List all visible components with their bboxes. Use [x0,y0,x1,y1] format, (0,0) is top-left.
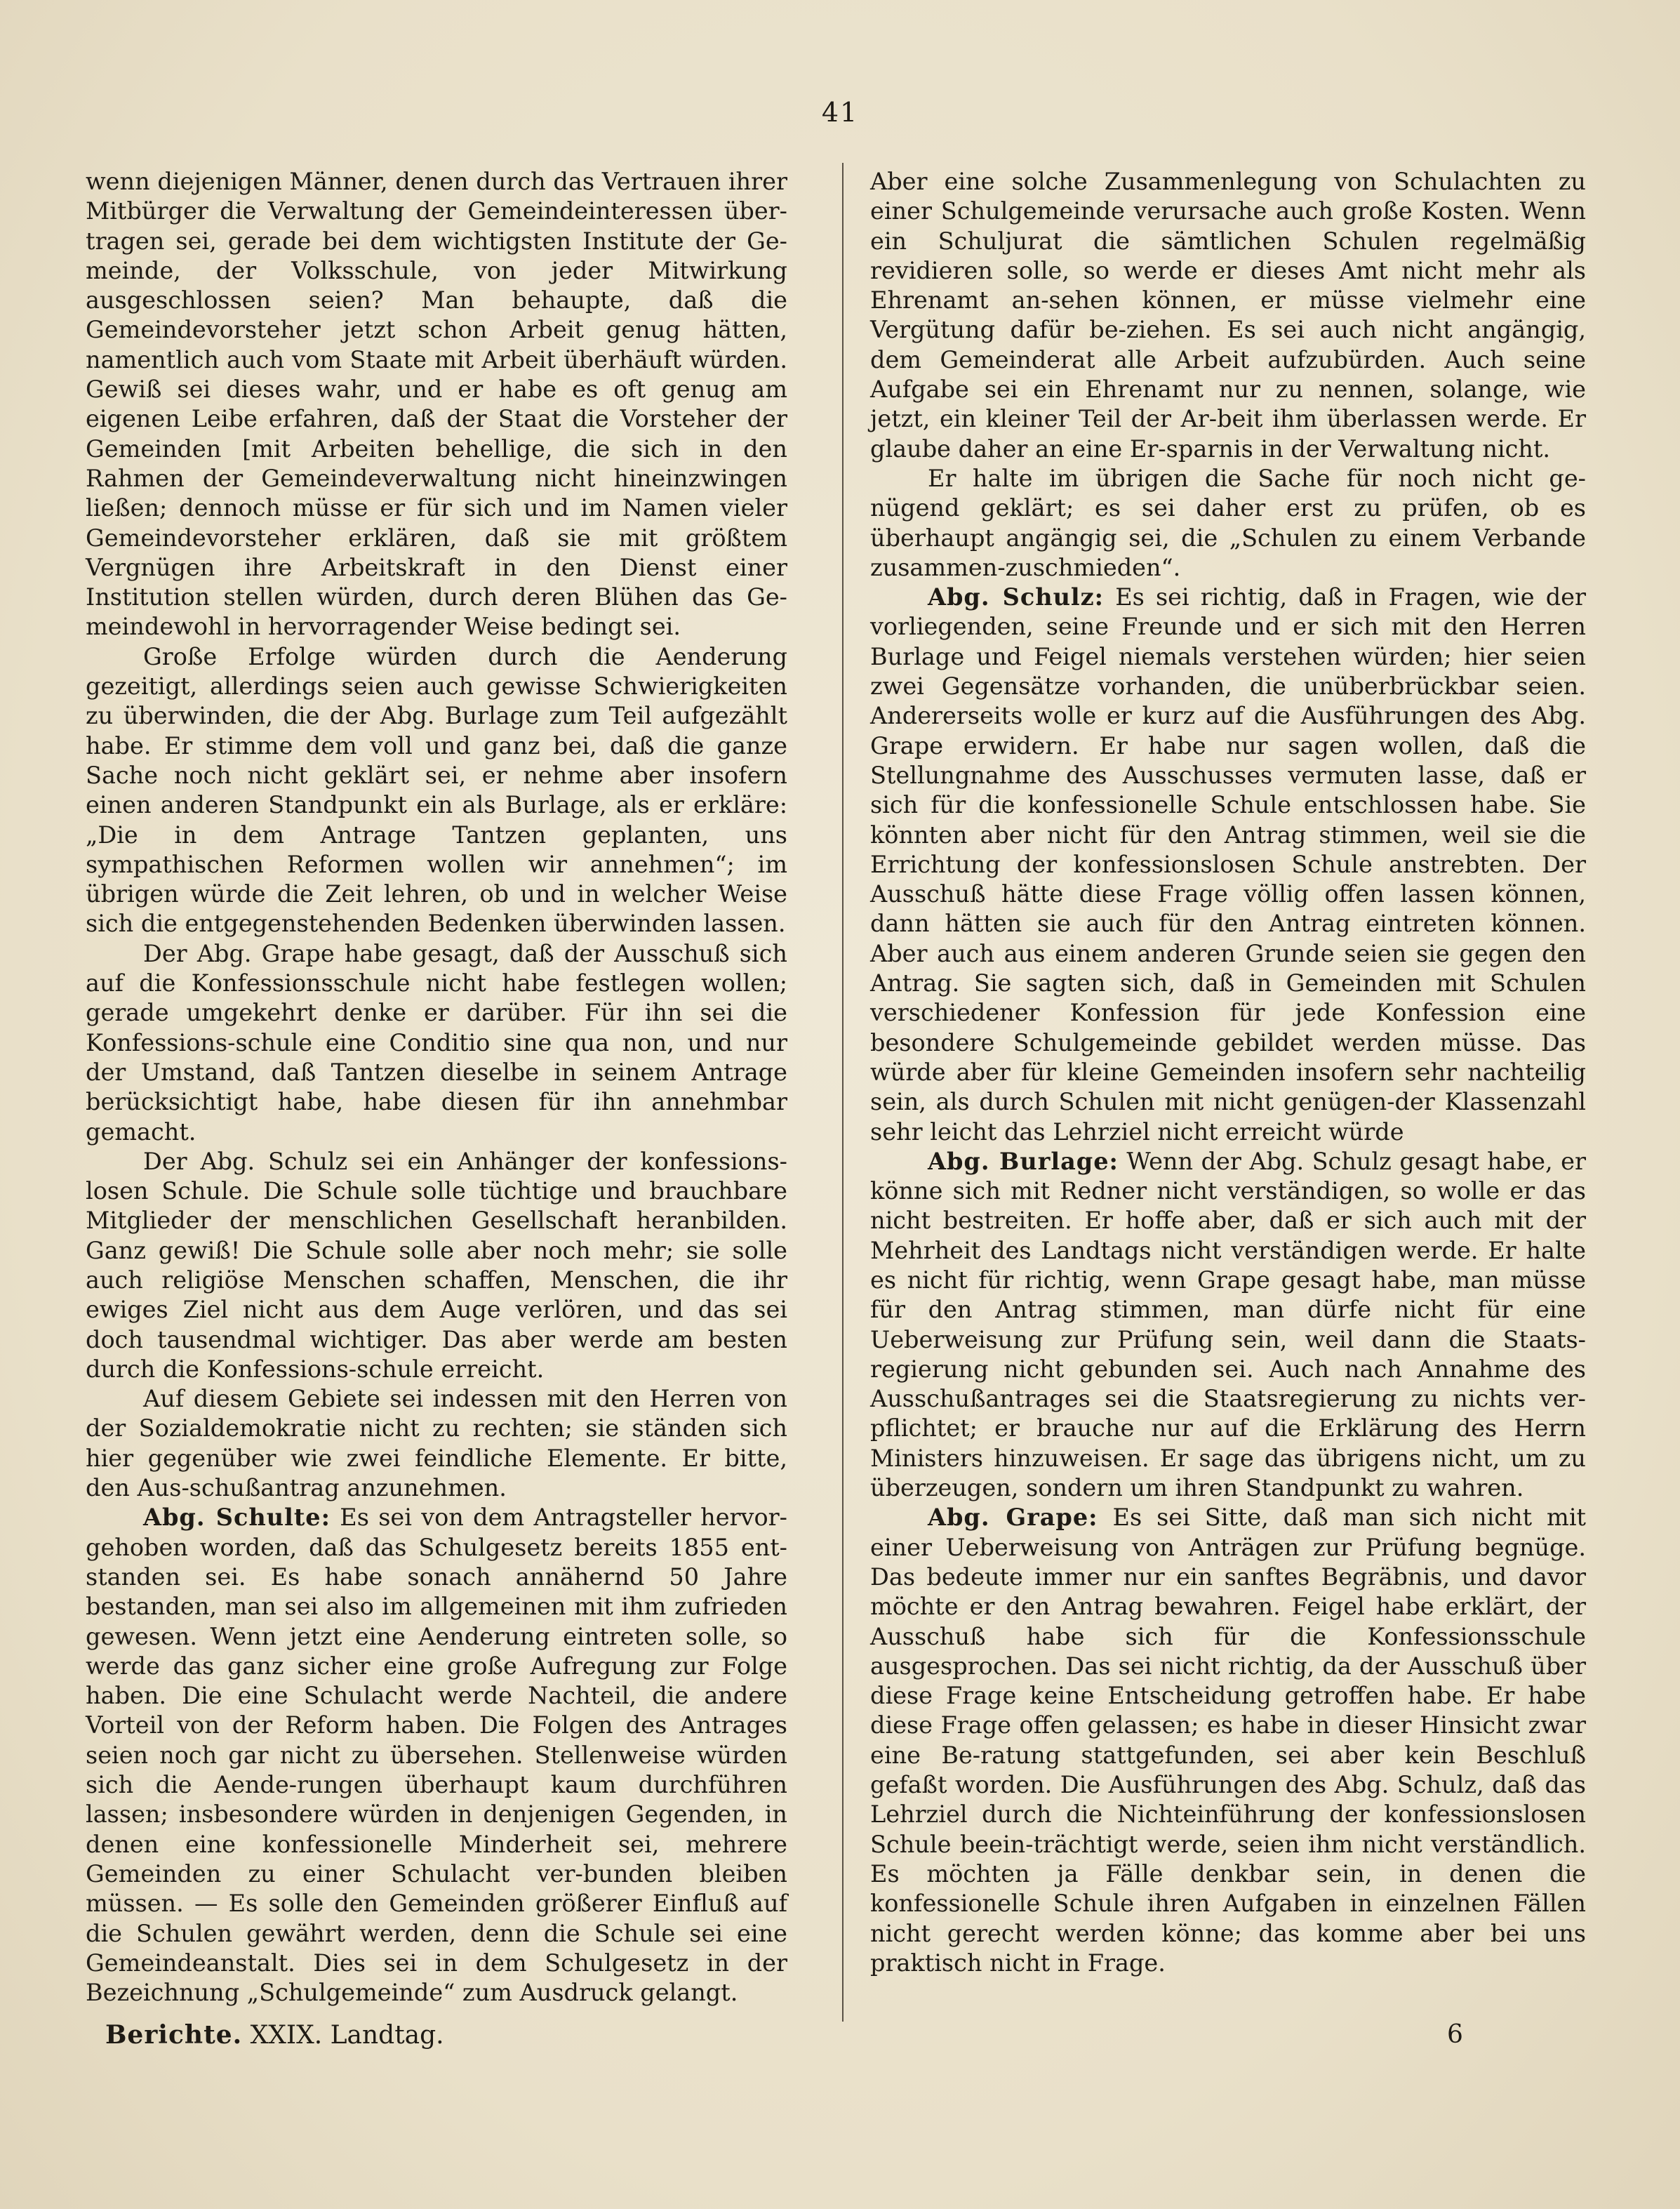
speaker-paragraph [86,1503,787,2008]
page-number: 41 [821,97,859,128]
paragraph-text: Große Erfolge würden durch die Aenderung gezeitigt, allerdings seien auch gewisse Schwierigkeiten zu überwinden, die der Abg. Burlage zum Teil aufgezählt habe. Er stimme dem voll und ganz bei, daß die ganze Sache noch nicht geklärt sei, er nehme aber insofern einen anderen Standpunkt ein als Burlage, als er erkläre: „Die in dem Antrage Tantzen geplanten, uns sympathischen Reformen wollen wir annehmen“; im übrigen würde die Zeit lehren, ob und in welcher Weise sich die entgegenstehenden Bedenken überwinden lassen. [86,642,787,938]
paragraph-text: Der Abg. Schulz sei ein Anhänger der konfessions-losen Schule. Die Schule solle tüchtige und brauchbare Mitglieder der menschlichen Gesellschaft heranbilden. Ganz gewiß! Die Schule solle aber noch mehr; sie solle auch religiöse Menschen schaffen, Menschen, die ihr ewiges Ziel nicht aus dem Auge verlören, und das sei doch tausendmal wichtiger. Das aber werde am besten durch die Konfessions-schule erreicht. [86,1147,787,1383]
paragraph-text: Es sei richtig, daß in Fragen, wie der vorliegenden, seine Freunde und er sich mit den Herren Burlage und Feigel niemals verstehen würden; hier seien zwei Gegensätze vorhanden, die unüberbrückbar seien. Andererseits wolle er kurz auf die Ausführungen des Abg. Grape erwidern. Er habe nur sagen wollen, daß die Stellungnahme des Ausschusses vermuten lasse, daß er sich für die konfessionelle Schule entschlossen habe. Sie könnten aber nicht für den Antrag stimmen, weil sie die Errichtung der konfessionslosen Schule anstrebten. Der Ausschuß hätte diese Frage völlig offen lassen können, dann hätten sie auch für den Antrag eintreten können. Aber auch aus einem anderen Grunde seien sie gegen den Antrag. Sie sagten sich, daß in Gemeinden mit Schulen verschiedener Konfession für jede Konfession eine besondere Schulgemeinde gebildet werden müsse. Das würde aber für kleine Gemeinden insofern sehr nachteilig sein, als durch Schulen mit nicht genügen-der Klassenzahl sehr leicht das Lehrziel nicht erreicht würde [870,583,1587,1146]
paragraph [86,939,787,1147]
paragraph-text: Wenn der Abg. Schulz gesagt habe, er könne sich mit Redner nicht verständigen, so wolle er das nicht bestreiten. Er hoffe aber, daß er sich auch mit der Mehrheit des Landtags nicht verständigen werde. Er halte es nicht für richtig, wenn Grape gesagt habe, man müsse für den Antrag stimmen, man dürfe nicht für eine Ueberweisung zur Prüfung sein, weil dann die Staats-regierung nicht gebunden sei. Auch nach Annahme des Ausschußantrages sei die Staatsregierung zu nichts ver-pflichtet; er brauche nur auf die Erklärung des Herrn Ministers hinzuweisen. Er sage das übrigens nicht, um zu überzeugen, sondern um ihren Standpunkt zu wahren. [870,1147,1586,1502]
speaker-name: Abg. Burlage: [928,1147,1119,1175]
speaker-paragraph [870,1147,1586,1504]
paragraph [870,167,1586,464]
speaker-name: Abg. Schulz: [928,583,1105,611]
paragraph [870,464,1586,583]
paragraph-text: wenn diejenigen Männer, denen durch das Vertrauen ihrer Mitbürger die Verwaltung der Gemeindeinteressen über-tragen sei, gerade bei dem wichtigsten Institute der Ge-meinde, der Volksschule, von jeder Mitwirkung ausgeschlossen seien? Man behaupte, daß die Gemeindevorsteher jetzt schon Arbeit genug hätten, namentlich auch vom Staate mit Arbeit überhäuft würden. Gewiß sei dieses wahr, und er habe es oft genug am eigenen Leibe erfahren, daß der Staat die Vorsteher der Gemeinden [mit Arbeiten behellige, die sich in den Rahmen der Gemeindeverwaltung nicht hineinzwingen ließen; dennoch müsse er für sich und im Namen vieler Gemeindevorsteher erklären, daß sie mit größtem Vergnügen ihre Arbeitskraft in den Dienst einer Institution stellen würden, durch deren Blühen das Ge-meindewohl in hervorragender Weise bedingt sei. [86,168,787,641]
speaker-name: Abg. Grape: [928,1504,1098,1532]
page-footer [0,2020,1680,2062]
paragraph [86,1384,787,1503]
footer-label: Berichte. [105,2020,243,2050]
sheet-number: 6 [1447,2020,1463,2049]
paragraph-text: Aber eine solche Zusammenlegung von Schulachten zu einer Schulgemeinde verursache auch große Kosten. Wenn ein Schuljurat die sämtlichen Schulen regelmäßig revidieren solle, so werde er dieses Amt nicht mehr als Ehrenamt an-sehen können, er müsse vielmehr eine Vergütung dafür be-ziehen. Es sei auch nicht angängig, dem Gemeinderat alle Arbeit aufzubürden. Auch seine Aufgabe sei ein Ehrenamt nur zu nennen, solange, wie jetzt, ein kleiner Teil der Ar-beit ihm überlassen werde. Er glaube daher an eine Er-sparnis in der Verwaltung nicht. [870,168,1586,463]
speaker-name: Abg. Schulte: [143,1504,331,1532]
right-column [870,167,1586,1978]
paragraph-text: Auf diesem Gebiete sei indessen mit den Herren von der Sozialdemokratie nicht zu rechten; sie ständen sich hier gegenüber wie zwei feindliche Elemente. Er bitte, den Aus-schußantrag anzunehmen. [86,1385,787,1502]
paragraph-text: Es sei Sitte, daß man sich nicht mit einer Ueberweisung von Anträgen zur Prüfung begnüge. Das bedeute immer nur ein sanftes Begräbnis, und davor möchte er den Antrag bewahren. Feigel habe erklärt, der Ausschuß habe sich für die Konfessionsschule ausgesprochen. Das sei nicht richtig, da der Ausschuß über diese Frage keine Entscheidung getroffen habe. Er habe diese Frage offen gelassen; es habe in dieser Hinsicht zwar eine Be-ratung stattgefunden, sei aber kein Beschluß gefaßt worden. Die Ausführungen des Abg. Schulz, daß das Lehrziel durch die Nichteinführung der konfessionslosen Schule beein-trächtigt werde, seien ihm nicht verständlich. Es möchten ja Fälle denkbar sein, in denen die konfessionelle Schule ihren Aufgaben in einzelnen Fällen nicht gerecht werden könne; das komme aber bei uns praktisch nicht in Frage. [870,1504,1586,1977]
column-divider [842,163,844,2022]
paragraph-text: Er halte im übrigen die Sache für noch nicht ge-nügend geklärt; es sei daher erst zu prüfen, ob es überhaupt angängig sei, die „Schulen zu einem Verbande zusammen-zuschmieden“. [870,464,1586,581]
footer-session: XXIX. Landtag. [250,2021,444,2050]
footer-signature [105,2020,444,2050]
paragraph [86,642,787,939]
speaker-paragraph [870,1503,1586,1978]
left-column [86,167,787,2008]
paragraph [86,1147,787,1384]
paragraph [86,167,787,642]
paragraph-text: Der Abg. Grape habe gesagt, daß der Ausschuß sich auf die Konfessionsschule nicht habe festlegen wollen; gerade umgekehrt denke er darüber. Für ihn sei die Konfessions-schule eine Conditio sine qua non, und nur der Umstand, daß Tantzen dieselbe in seinem Antrage berücksichtigt habe, habe diesen für ihn annehmbar gemacht. [86,939,787,1146]
speaker-paragraph [870,583,1586,1147]
paragraph-text: Es sei von dem Antragsteller hervor-gehoben worden, daß das Schulgesetz bereits 1855 ent-standen sei. Es habe sonach annähernd 50 Jahre bestanden, man sei also im allgemeinen mit ihm zufrieden gewesen. Wenn jetzt eine Aenderung eintreten solle, so werde das ganz sicher eine große Aufregung zur Folge haben. Die eine Schulacht werde Nachteil, die andere Vorteil von der Reform haben. Die Folgen des Antrages seien noch gar nicht zu übersehen. Stellenweise würden sich die Aende-rungen überhaupt kaum durchführen lassen; insbesondere würden in denjenigen Gegenden, in denen eine konfessionelle Minderheit sei, mehrere Gemeinden zu einer Schulacht ver-bunden bleiben müssen. — Es solle den Gemeinden größerer Einfluß auf die Schulen gewährt werden, denn die Schule sei eine Gemeindeanstalt. Dies sei in dem Schulgesetz in der Bezeichnung „Schulgemeinde“ zum Ausdruck gelangt. [86,1504,787,2007]
